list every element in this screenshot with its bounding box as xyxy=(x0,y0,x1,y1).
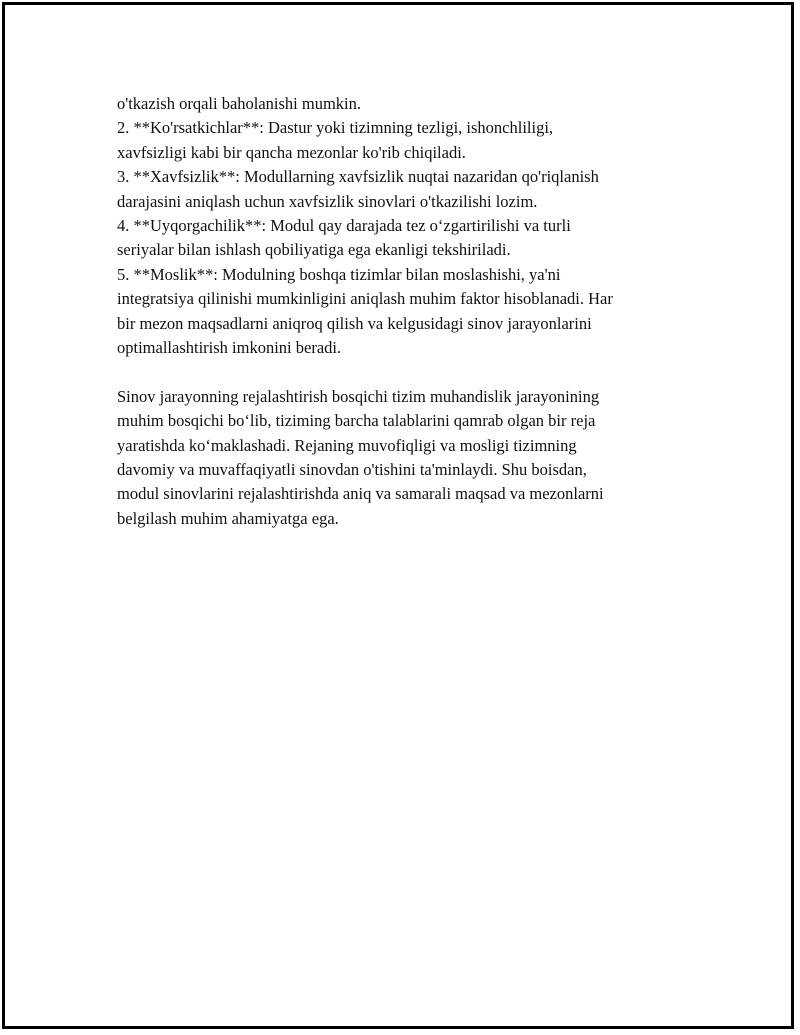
text-line: modul sinovlarini rejalashtirishda aniq va samarali maqsad va mezonlarni xyxy=(117,484,604,504)
text-line: 2. **Ko'rsatkichlar**: Dastur yoki tizimning tezligi, ishonchliligi, xyxy=(117,118,554,138)
text-line: optimallashtirish imkonini beradi. xyxy=(117,338,342,358)
text-line: 3. **Xavfsizlik**: Modullarning xavfsizlik nuqtai nazaridan qo'riqlanish xyxy=(117,167,599,187)
text-line: seriyalar bilan ishlash qobiliyatiga ega ekanligi tekshiriladi. xyxy=(117,240,511,260)
paragraph-spacer xyxy=(117,360,677,384)
text-line: muhim bosqichi bo‘lib, tiziming barcha talablarini qamrab olgan bir reja xyxy=(117,411,596,431)
text-line: davomiy va muvaffaqiyatli sinovdan o'tishini ta'minlaydi. Shu boisdan, xyxy=(117,460,587,480)
text-line: o'tkazish orqali baholanishi mumkin. xyxy=(117,94,362,113)
text-line: 5. **Moslik**: Modulning boshqa tizimlar bilan moslashishi, ya'ni xyxy=(117,264,561,284)
paragraph-planning xyxy=(117,385,677,531)
text-line: Sinov jarayonning rejalashtirish bosqichi tizim muhandislik jarayonining xyxy=(117,386,600,406)
text-line: 4. **Uyqorgachilik**: Modul qay darajada tez o‘zgartirilishi va turli xyxy=(117,216,571,236)
text-line: bir mezon maqsadlarni aniqroq qilish va kelgusidagi sinov jarayonlarini xyxy=(117,313,592,333)
document-body xyxy=(117,92,677,531)
text-line: integratsiya qilinishi mumkinligini aniqlash muhim faktor hisoblanadi. Har xyxy=(117,289,613,309)
text-line: yaratishda ko‘maklashadi. Rejaning muvofiqligi va mosligi tizimning xyxy=(117,435,577,455)
text-line: belgilash muhim ahamiyatga ega. xyxy=(117,508,339,528)
paragraph-criteria xyxy=(117,92,677,360)
text-line: xavfsizligi kabi bir qancha mezonlar ko'rib chiqiladi. xyxy=(117,142,466,162)
text-line: darajasini aniqlash uchun xavfsizlik sinovlari o'tkazilishi lozim. xyxy=(117,191,538,211)
